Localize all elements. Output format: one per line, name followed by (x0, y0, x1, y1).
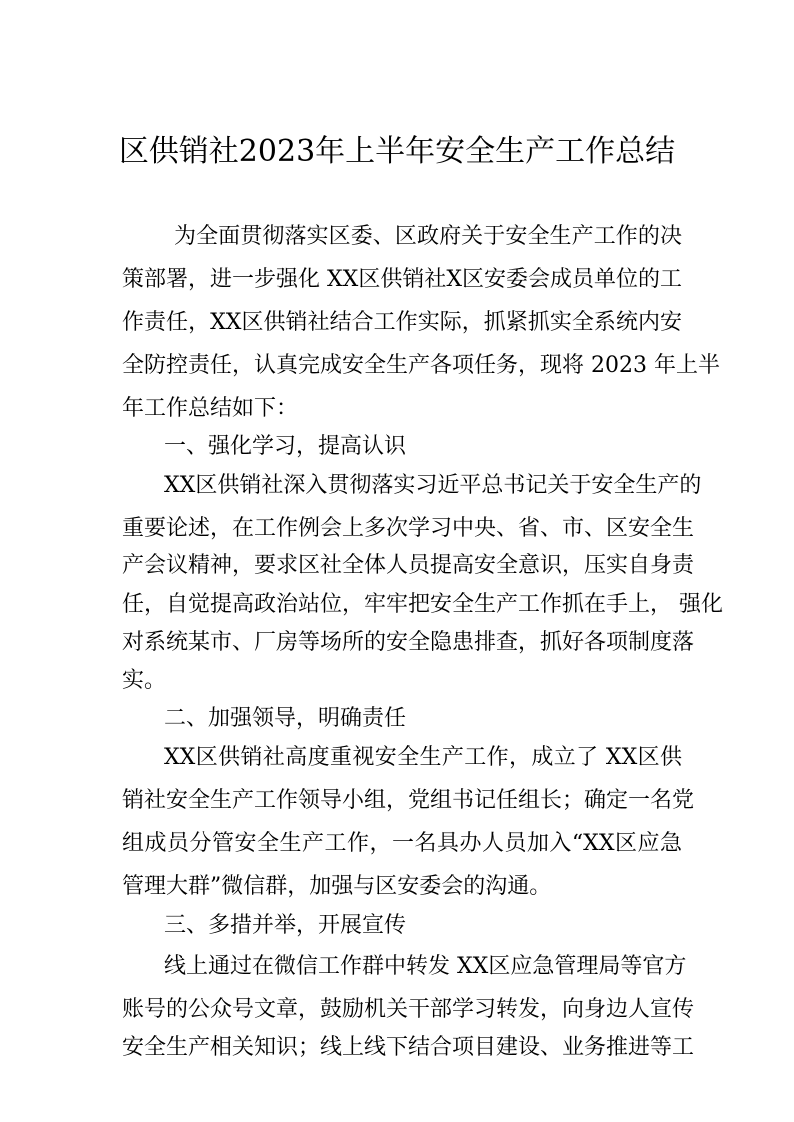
paragraph-line: 重要论述，在工作例会上多次学习中央、省、市、区安全生 (122, 516, 695, 541)
paragraph-line: 作责任，XX区供销社结合工作实际，抓紧抓实全系统内安 (122, 310, 682, 335)
section-heading: 二、加强领导，明确责任 (164, 706, 407, 731)
paragraph-line: 对系统某市、厂房等场所的安全隐患排查，抓好各项制度落 (122, 630, 695, 655)
paragraph-line: 任，自觉提高政治站位，牢牢把安全生产工作抓在手上， 强化 (122, 592, 723, 617)
paragraph-line: 实。 (122, 668, 167, 693)
section-heading: 一、强化学习，提高认识 (164, 434, 407, 459)
paragraph-line: 年工作总结如下： (122, 396, 299, 421)
paragraph-line: 线上通过在微信工作群中转发 XX区应急管理局等官方 (164, 954, 687, 979)
paragraph-line: XX区供销社深入贯彻落实习近平总书记关于安全生产的 (164, 473, 702, 498)
paragraph-line: 策部署，进一步强化 XX区供销社X区安委会成员单位的工 (122, 267, 682, 292)
paragraph-line: 安全生产相关知识；线上线下结合项目建设、业务推进等工 (122, 1035, 695, 1060)
paragraph-line: XX区供销社高度重视安全生产工作，成立了 XX区供 (164, 745, 682, 770)
paragraph-line: 管理大群”微信群，加强与区安委会的沟通。 (122, 874, 552, 899)
paragraph-line: 账号的公众号文章，鼓励机关干部学习转发，向身边人宣传 (122, 997, 695, 1022)
section-heading: 三、多措并举，开展宣传 (164, 913, 407, 938)
document-title: 区供销社2023年上半年安全生产工作总结 (118, 134, 676, 169)
paragraph-line: 销社安全生产工作领导小组，党组书记任组长；确定一名党 (122, 788, 695, 813)
paragraph-line: 为全面贯彻落实区委、区政府关于安全生产工作的决 (174, 224, 682, 249)
paragraph-line: 组成员分管安全生产工作，一名具办人员加入“XX区应急 (122, 831, 682, 856)
paragraph-line: 全防控责任，认真完成安全生产各项任务，现将 2023 年上半 (122, 353, 720, 378)
paragraph-line: 产会议精神，要求区社全体人员提高安全意识，压实自身责 (122, 553, 695, 578)
